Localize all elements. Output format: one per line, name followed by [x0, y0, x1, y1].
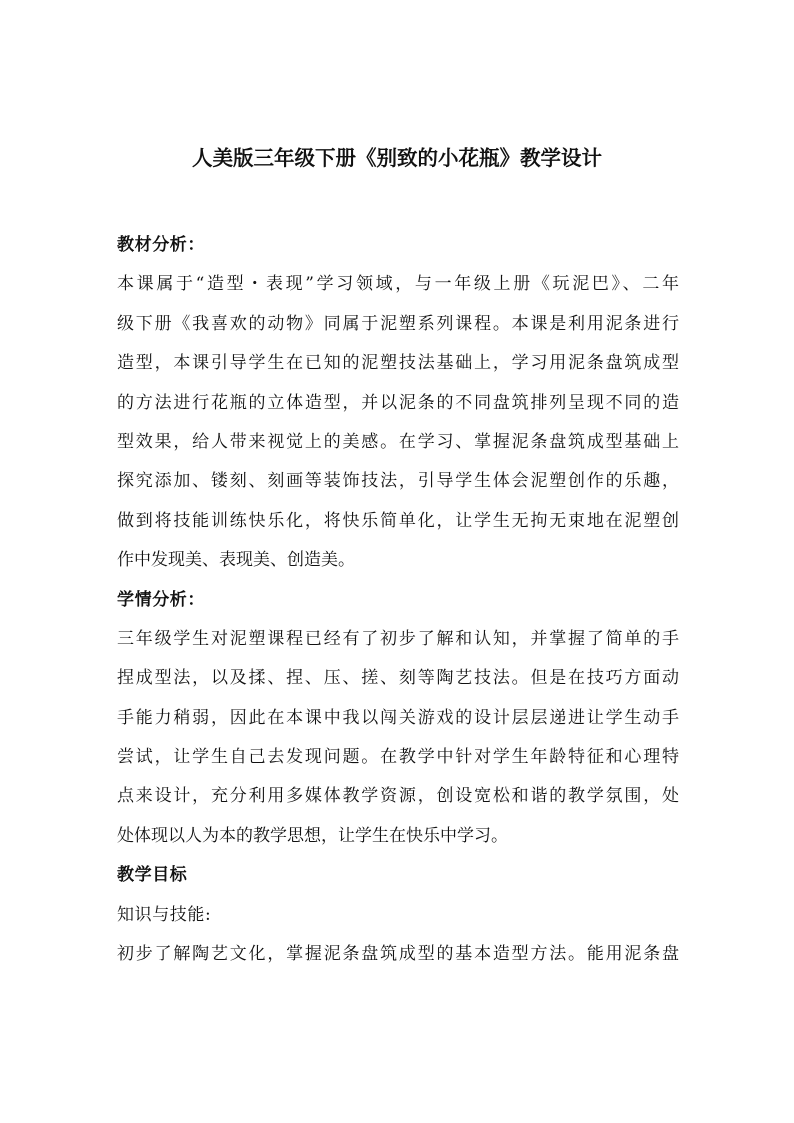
- paragraph-line: 的方法进行花瓶的立体造型，并以泥条的不同盘筑排列呈现不同的造: [117, 392, 679, 413]
- subsection-heading-knowledge-skills: 知识与技能:: [117, 904, 212, 925]
- section-heading-teaching-goals: 教学目标: [117, 865, 188, 886]
- document-body: [117, 226, 685, 974]
- paragraph-line: 点来设计，充分利用多媒体教学资源，创设宽松和谐的教学氛围，处: [117, 786, 679, 807]
- document-title: 人美版三年级下册《别致的小花瓶》教学设计: [192, 146, 602, 170]
- paragraph-line: 型效果，给人带来视觉上的美感。在学习、掌握泥条盘筑成型基础上: [117, 431, 679, 452]
- paragraph-line: 捏成型法，以及揉、捏、压、搓、刻等陶艺技法。但是在技巧方面动: [117, 668, 679, 689]
- paragraph-line: 探究添加、镂刻、刻画等装饰技法，引导学生体会泥塑创作的乐趣，: [117, 471, 679, 492]
- paragraph-line: 做到将技能训练快乐化，将快乐简单化，让学生无拘无束地在泥塑创: [117, 510, 679, 531]
- section-heading-student-analysis: 学情分析：: [117, 589, 205, 610]
- paragraph-line: 作中发现美、表现美、创造美。: [117, 550, 355, 571]
- paragraph-line: 手能力稍弱，因此在本课中我以闯关游戏的设计层层递进让学生动手: [117, 707, 679, 728]
- paragraph-line: 造型，本课引导学生在已知的泥塑技法基础上，学习用泥条盘筑成型: [117, 353, 679, 374]
- paragraph-line: 本课属于“造型・表现”学习领域，与一年级上册《玩泥巴》、二年: [117, 274, 679, 295]
- paragraph-line: 处体现以人为本的教学思想，让学生在快乐中学习。: [117, 825, 508, 846]
- section-heading-textbook-analysis: 教材分析：: [117, 235, 205, 255]
- paragraph-line: 三年级学生对泥塑课程已经有了初步了解和认知，并掌握了简单的手: [117, 628, 679, 649]
- paragraph-line: 尝试，让学生自己去发现问题。在教学中针对学生年龄特征和心理特: [117, 747, 679, 768]
- paragraph-line: 初步了解陶艺文化，掌握泥条盘筑成型的基本造型方法。能用泥条盘: [117, 944, 679, 965]
- paragraph-line: 级下册《我喜欢的动物》同属于泥塑系列课程。本课是利用泥条进行: [117, 313, 679, 334]
